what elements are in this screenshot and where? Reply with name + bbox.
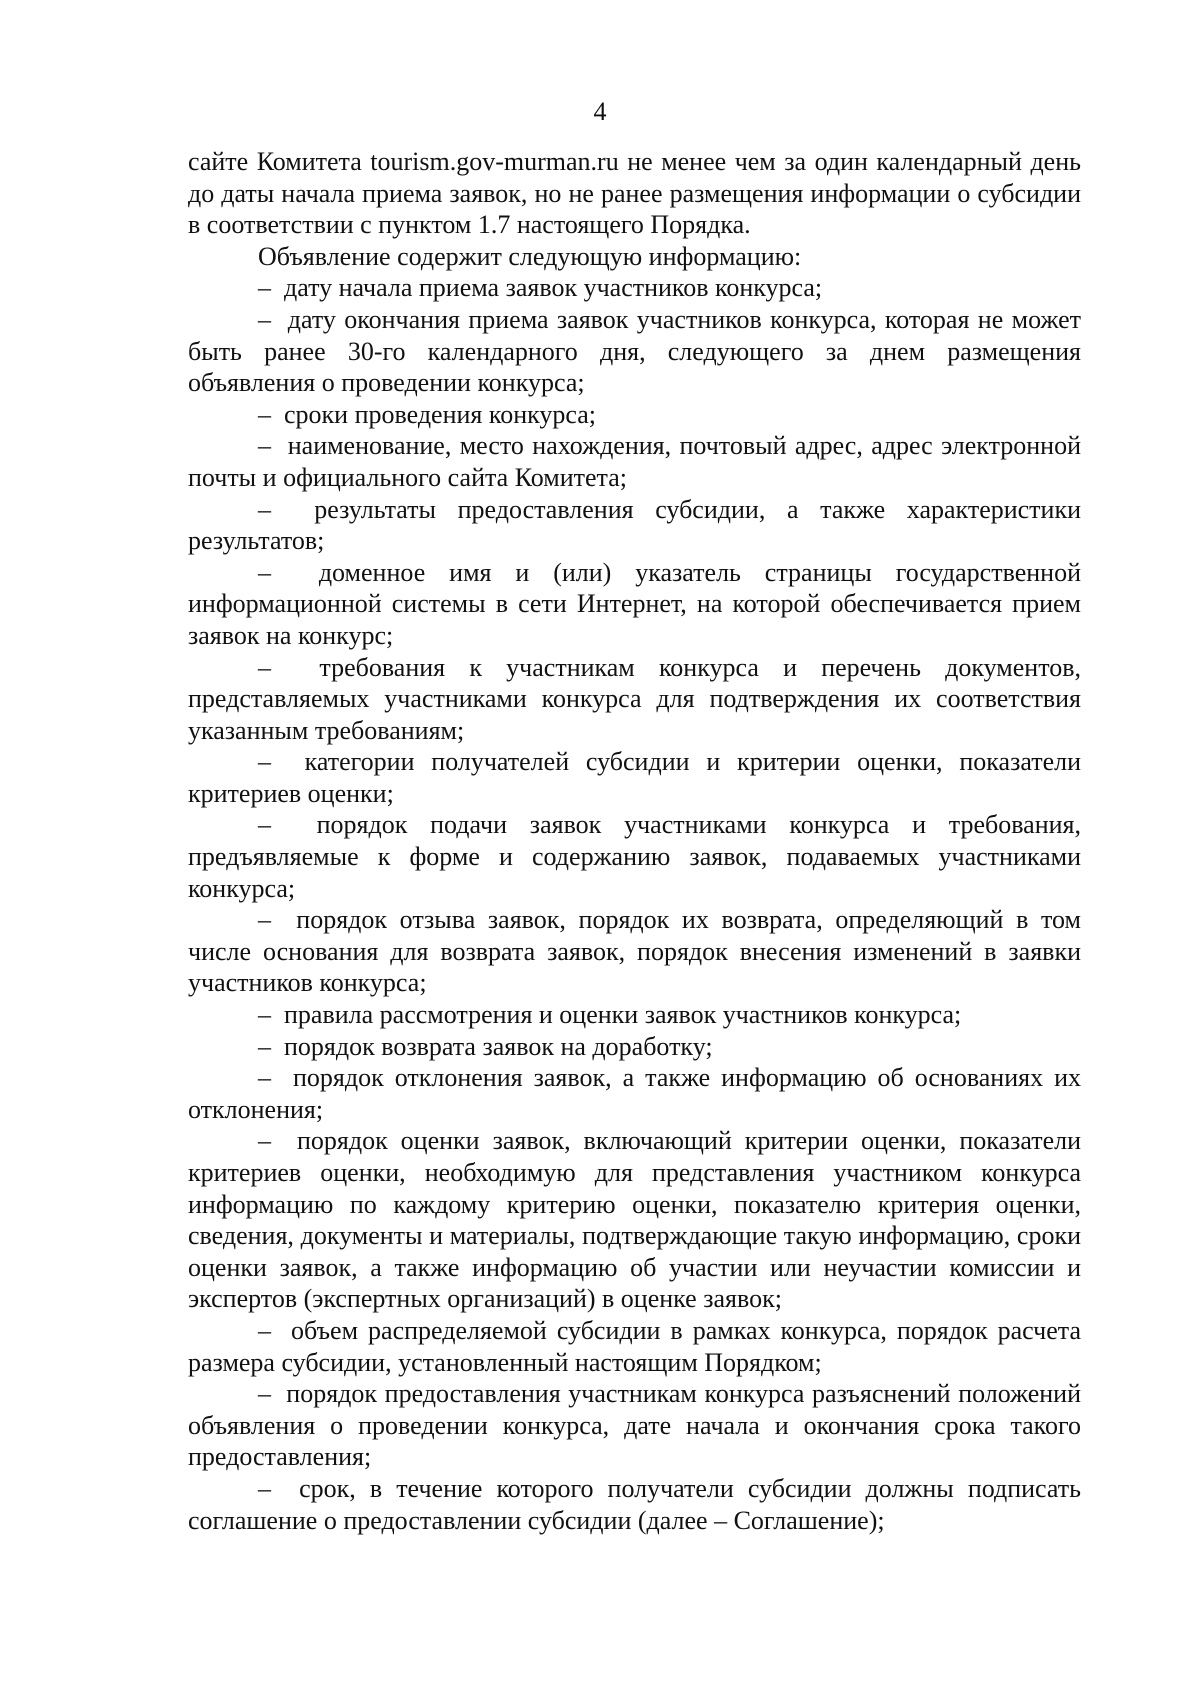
list-item: – порядок подачи заявок участниками конкурса и требования, предъявляемые к форме и содержанию заявок, подаваемых участниками конкурса;	[188, 809, 1081, 904]
list-item: – сроки проведения конкурса;	[188, 399, 1081, 431]
announcement-lead: Объявление содержит следующую информацию:	[258, 241, 802, 271]
list-item: – категории получателей субсидии и критерии оценки, показатели критериев оценки;	[188, 746, 1081, 809]
list-item: – порядок оценки заявок, включающий критерии оценки, показатели критериев оценки, необходимую для представления участником конкурса информацию по каждому критерию оценки, показателю критерия оценки, сведения, документы и материалы, подтверждающие такую информацию, сроки оценки заявок, а также информацию об участии или неучастии комиссии и экспертов (экспертных организаций) в оценке заявок;	[188, 1125, 1081, 1315]
list-item: – требования к участникам конкурса и перечень документов, представляемых участниками конкурса для подтверждения их соответствия указанным требованиям;	[188, 652, 1081, 747]
list-item: – доменное имя и (или) указатель страницы государственной информационной системы в сети Интернет, на которой обеспечивается прием заявок на конкурс;	[188, 557, 1081, 652]
list-item: – порядок отклонения заявок, а также информацию об основаниях их отклонения;	[188, 1062, 1081, 1125]
list-item: – правила рассмотрения и оценки заявок участников конкурса;	[188, 999, 1081, 1031]
list-item: – дату окончания приема заявок участников конкурса, которая не может быть ранее 30-го календарного дня, следующего за днем размещения объявления о проведении конкурса;	[188, 304, 1081, 399]
page-number: 4	[593, 97, 607, 126]
document-body	[188, 146, 1081, 1536]
list-item: – объем распределяемой субсидии в рамках конкурса, порядок расчета размера субсидии, установленный настоящим Порядком;	[188, 1315, 1081, 1378]
intro-paragraph: сайте Комитета tourism.gov-murman.ru не менее чем за один календарный день до даты начала приема заявок, но не ранее размещения информации о субсидии в соответствии с пунктом 1.7 настоящего Порядка.	[188, 147, 1081, 240]
list-item: – результаты предоставления субсидии, а также характеристики результатов;	[188, 494, 1081, 557]
list-item: – срок, в течение которого получатели субсидии должны подписать соглашение о предоставлении субсидии (далее – Соглашение);	[188, 1473, 1081, 1536]
list-item: – порядок предоставления участникам конкурса разъяснений положений объявления о проведении конкурса, дате начала и окончания срока такого предоставления;	[188, 1378, 1081, 1473]
list-item: – порядок возврата заявок на доработку;	[188, 1031, 1081, 1063]
announcement-items-list	[188, 272, 1081, 1536]
list-item: – порядок отзыва заявок, порядок их возврата, определяющий в том числе основания для возврата заявок, порядок внесения изменений в заявки участников конкурса;	[188, 904, 1081, 999]
list-item: – дату начала приема заявок участников конкурса;	[188, 272, 1081, 304]
list-item: – наименование, место нахождения, почтовый адрес, адрес электронной почты и официального сайта Комитета;	[188, 430, 1081, 493]
